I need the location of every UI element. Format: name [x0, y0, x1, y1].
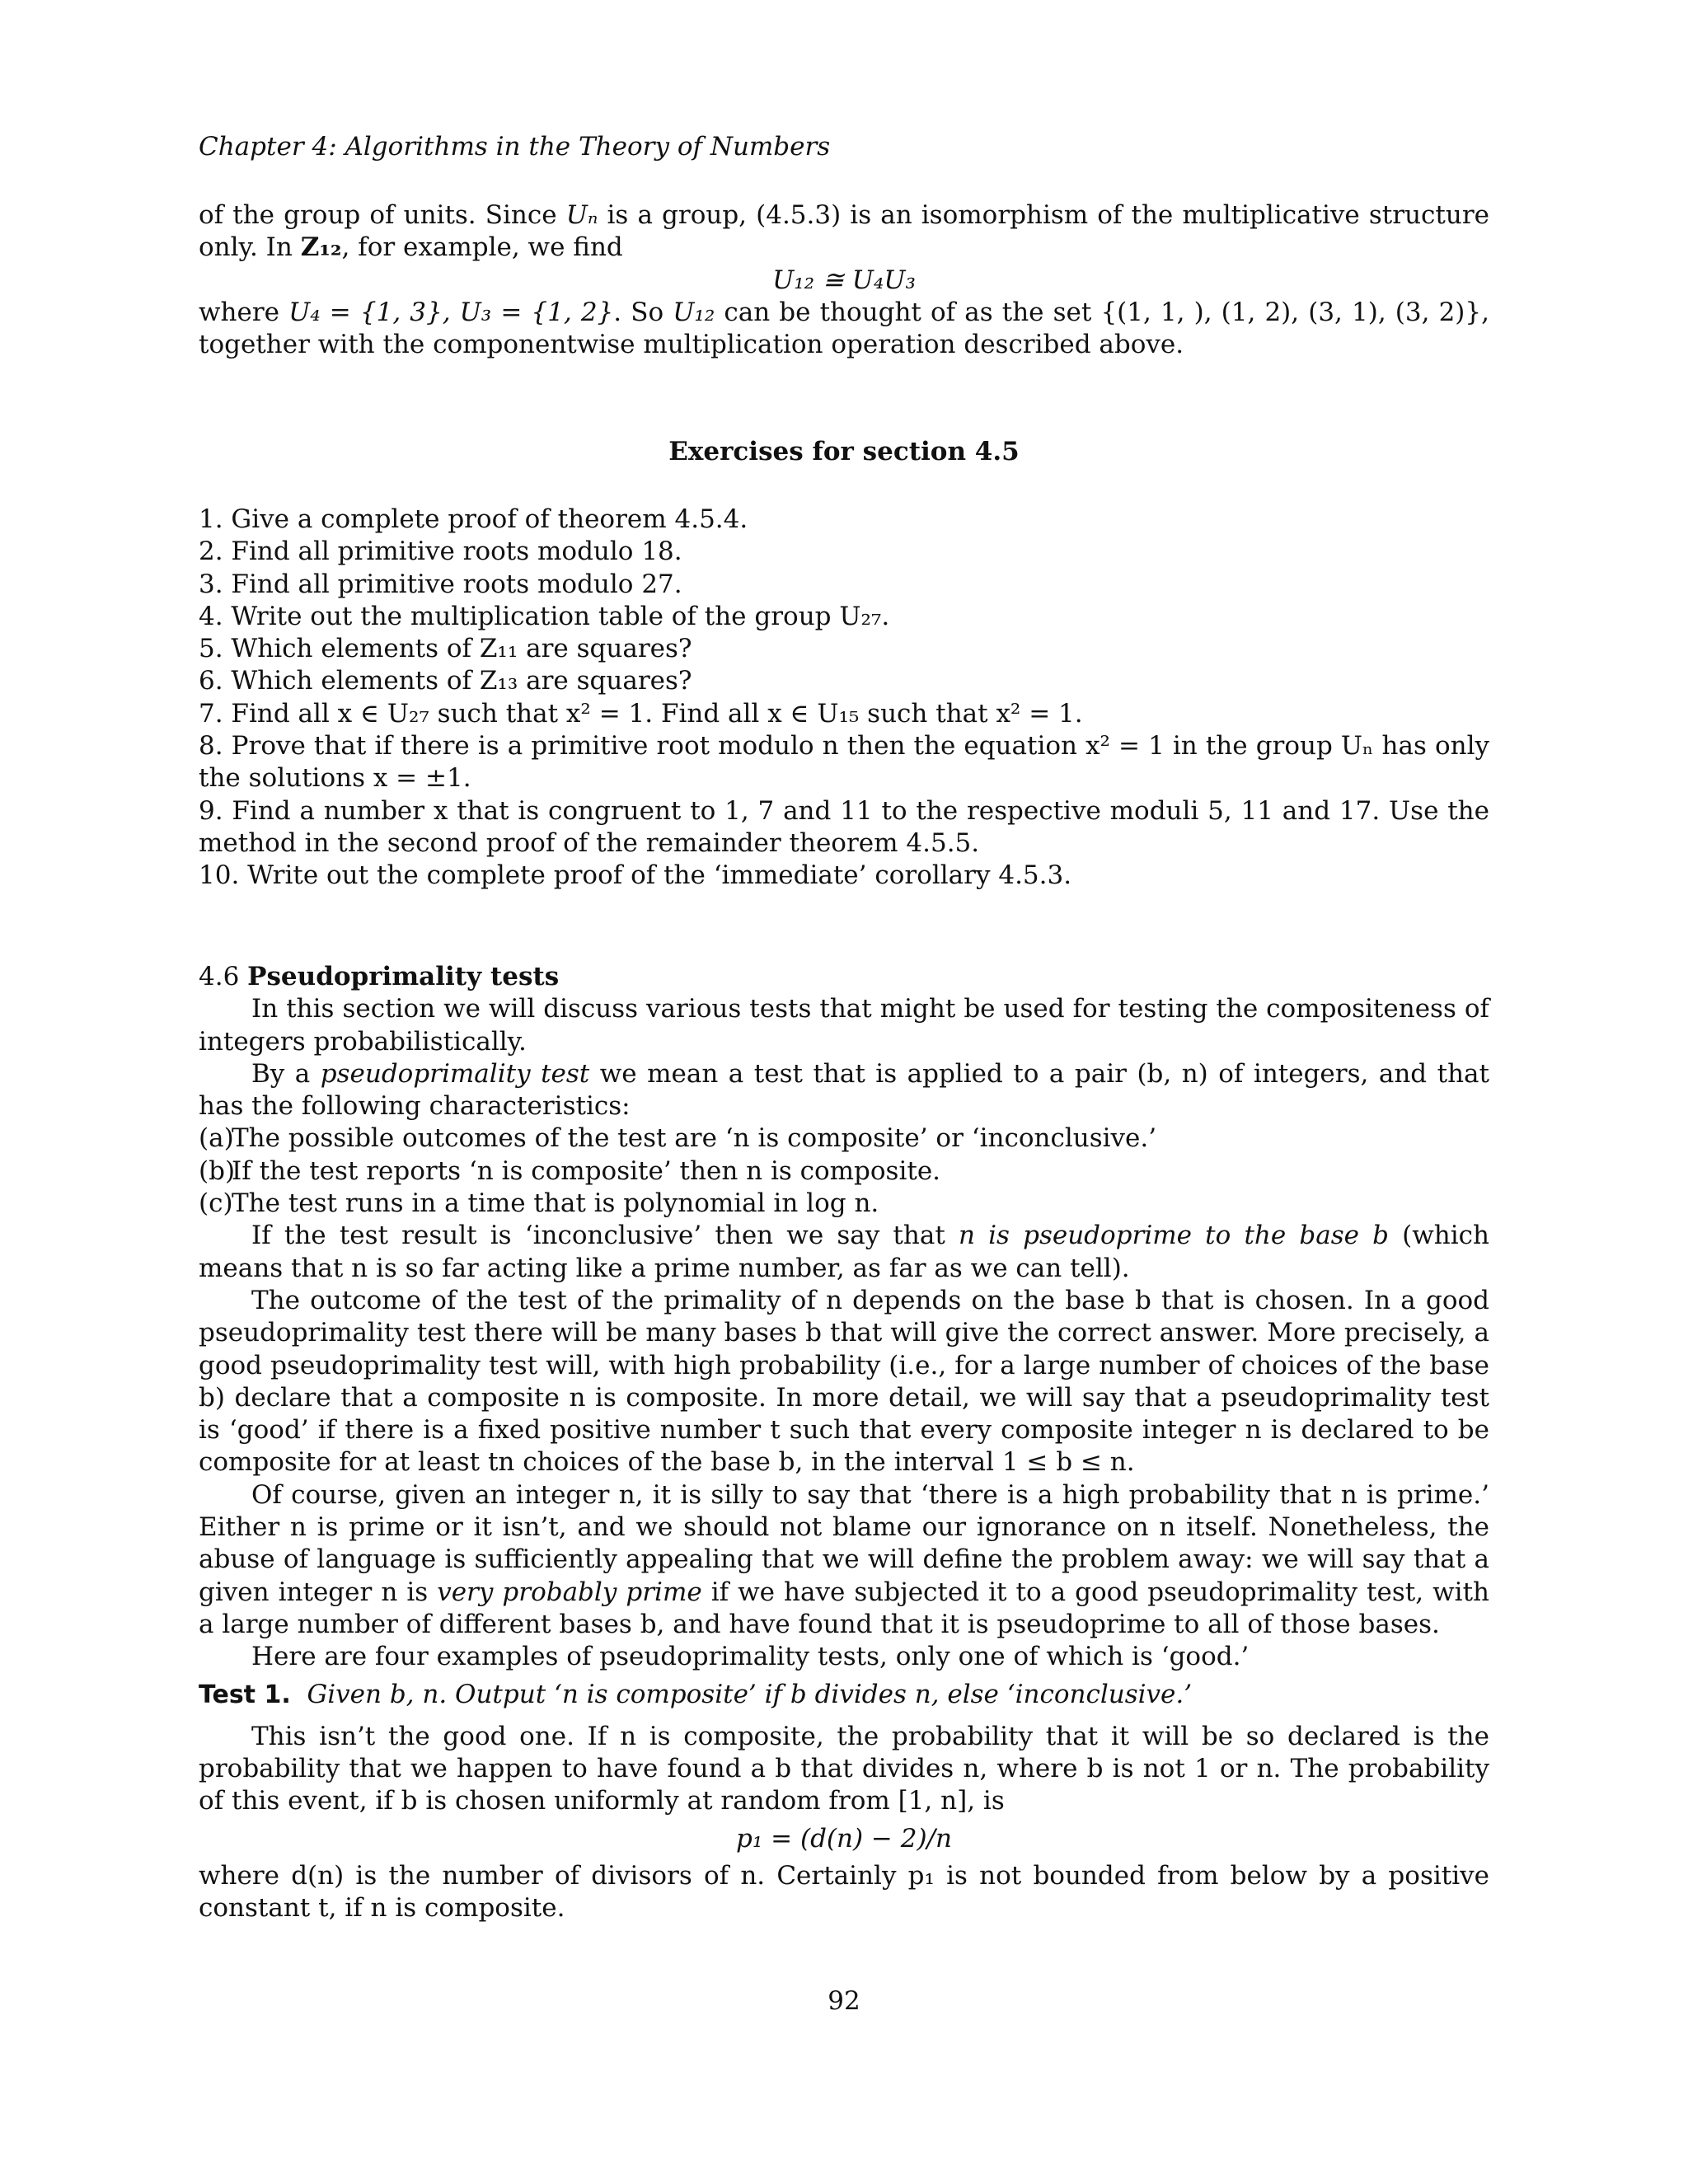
exercise-item: 2. Find all primitive roots modulo 18. — [199, 537, 682, 567]
math-set: {(1, 1, ), (1, 2), (3, 1), (3, 2)} — [1100, 297, 1482, 327]
intro-paragraph-1 — [199, 199, 1489, 265]
running-head: Chapter 4: Algorithms in the Theory of Numbers — [199, 132, 831, 162]
condition-label: (a) — [199, 1123, 234, 1154]
text-run: can be thought of as the set — [715, 297, 1101, 327]
section-paragraph: Here are four examples of pseudoprimality tests, only one of which is ‘good.’ — [251, 1642, 1250, 1672]
text-run: Of course, given an integer n, it is silly to say that ‘there is a high probability that n is prime.’ Either n is prime or it isn’t, and we should not blame our ignorance on n itself. Nonetheless, the abuse of language is sufficiently appealing that we will define the problem away: we will say that a given integer n is — [199, 1479, 1489, 1607]
text-run: (which means that n is so far acting like a prime number, as far as we can tell). — [199, 1221, 1489, 1283]
text-run: where — [199, 297, 289, 327]
condition-item — [199, 1188, 1489, 1220]
section-paragraph — [199, 1220, 1489, 1285]
text-run: is a group, (4.5.3) is an isomorphism of the multiplicative structure only. In — [199, 200, 1489, 263]
section-4-6 — [199, 961, 1489, 1924]
section-heading — [199, 961, 1489, 993]
test-text: Given b, n. Output ‘n is composite’ if b divides n, else ‘inconclusive.’ — [307, 1679, 1193, 1709]
condition-text: The possible outcomes of the test are ‘n is composite’ or ‘inconclusive.’ — [232, 1123, 1157, 1154]
math-u4-u3: U₄ = {1, 3}, U₃ = {1, 2} — [288, 297, 614, 327]
equation-text: U₁₂ ≅ U₄U₃ — [772, 265, 916, 295]
exercise-item: 1. Give a complete proof of theorem 4.5.4. — [199, 504, 748, 534]
defined-term: n is pseudoprime to the base b — [958, 1221, 1389, 1251]
exercises-heading: Exercises for section 4.5 — [668, 437, 1020, 466]
section-paragraph — [199, 1479, 1489, 1641]
condition-item — [199, 1155, 1489, 1188]
test-label: Test 1. — [199, 1680, 291, 1709]
condition-text: The test runs in a time that is polynomial in log n. — [232, 1188, 879, 1219]
text-run: of the group of units. Since — [199, 200, 566, 230]
exercise-list — [199, 504, 1489, 893]
math-un: Uₙ — [565, 200, 598, 230]
defined-term: pseudoprimality test — [320, 1058, 590, 1089]
section-number: 4.6 — [199, 962, 240, 991]
exercise-item: 6. Which elements of Z₁₃ are squares? — [199, 666, 692, 696]
text-run: if we have subjected it to a good pseudoprimality test, with a large number of different bases b, and have found that it is pseudoprime to all of those bases. — [199, 1577, 1489, 1639]
exercise-item: 3. Find all primitive roots modulo 27. — [199, 569, 682, 599]
exercise-item: 5. Which elements of Z₁₁ are squares? — [199, 634, 692, 664]
equation-text: p₁ = (d(n) − 2)/n — [736, 1823, 952, 1854]
section-paragraph: This isn’t the good one. If n is composite, the probability that it will be so declared is the probability that we happen to have found a b that divides n, where b is not 1 or n. The probability of this event, if b is chosen uniformly at random from [1, n], is — [199, 1721, 1489, 1816]
condition-item — [199, 1122, 1489, 1155]
math-u12: U₁₂ — [673, 297, 715, 327]
exercise-item: 9. Find a number x that is congruent to 1, 7 and 11 to the respective moduli 5, 11 and 17. Use the method in the second proof of the remainder theorem 4.5.5. — [199, 795, 1489, 858]
text-run: By a — [251, 1058, 321, 1089]
intro-paragraph — [199, 199, 1489, 361]
display-equation-u12 — [199, 265, 1489, 297]
section-title: Pseudoprimality tests — [247, 962, 560, 991]
section-paragraph: The outcome of the test of the primality of n depends on the base b that is chosen. In a good pseudoprimality test there will be many bases b that will give the correct answer. More precisely, a good pseudoprimality test will, with high probability (i.e., for a large number of choices of the base b) declare that a composite n is composite. In more detail, we will say that a pseudoprimality test is ‘good’ if there is a fixed positive number t such that every composite integer n is declared to be composite for at least tn choices of the base b, in the interval 1 ≤ b ≤ n. — [199, 1285, 1489, 1478]
page-number: 92 — [828, 1986, 860, 2016]
condition-text: If the test reports ‘n is composite’ then n is composite. — [232, 1155, 941, 1186]
condition-label: (c) — [199, 1188, 233, 1219]
test-1-statement — [199, 1679, 1489, 1711]
text-run: If the test result is ‘inconclusive’ then we say that — [251, 1221, 959, 1251]
math-z12: Z₁₂ — [300, 232, 342, 263]
exercise-item: 10. Write out the complete proof of the ‘immediate’ corollary 4.5.3. — [199, 860, 1072, 891]
exercise-item: 4. Write out the multiplication table of the group U₂₇. — [199, 601, 890, 631]
section-paragraph — [199, 1058, 1489, 1123]
exercise-item: 8. Prove that if there is a primitive root modulo n then the equation x² = 1 in the group Uₙ has only the solutions x = ±1. — [199, 731, 1489, 794]
text-run: . So — [613, 297, 673, 327]
text-run: we mean a test that is applied to a pair (b, n) of integers, and that has the following characteristics: — [199, 1058, 1489, 1122]
text-run: , for example, we find — [341, 232, 623, 263]
defined-term: very probably prime — [437, 1577, 702, 1607]
intro-paragraph-2 — [199, 297, 1489, 362]
text-run: , together with the componentwise multiplication operation described above. — [199, 297, 1489, 359]
exercise-item: 7. Find all x ∈ U₂₇ such that x² = 1. Find all x ∈ U₁₅ such that x² = 1. — [199, 698, 1083, 729]
section-paragraph: In this section we will discuss various tests that might be used for testing the compositeness of integers probabilistically. — [199, 994, 1489, 1057]
condition-label: (b) — [199, 1155, 236, 1186]
section-paragraph: where d(n) is the number of divisors of n. Certainly p₁ is not bounded from below by a positive constant t, if n is composite. — [199, 1860, 1489, 1924]
display-equation-p1 — [199, 1823, 1489, 1855]
